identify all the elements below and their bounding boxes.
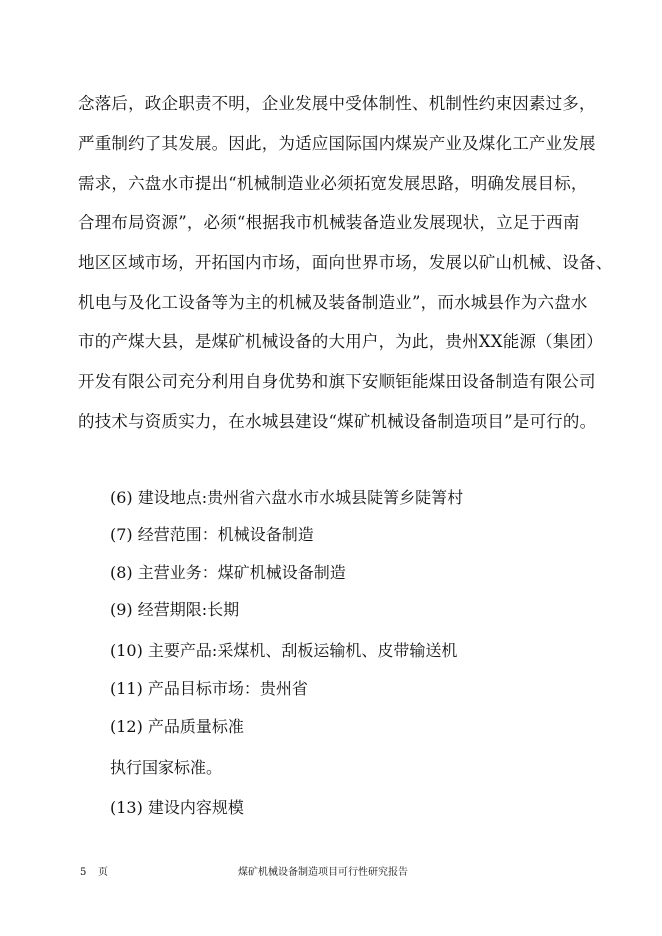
- paragraph-line: 严重制约了其发展。因此，为适应国际国内煤炭产业及煤化工产业发展: [78, 134, 596, 153]
- list-item: (10) 主要产品:采煤机、刮板运输机、皮带输送机: [110, 641, 458, 660]
- list-item: (7) 经营范围：机械设备制造: [110, 525, 314, 544]
- paragraph-line: 需求，六盘水市提出“机械制造业必须拓宽发展思路，明确发展目标，: [78, 174, 588, 193]
- paragraph-line: 念落后，政企职责不明，企业发展中受体制性、机制性约束因素过多，: [78, 94, 596, 113]
- paragraph-line: 市的产煤大县，是煤矿机械设备的大用户，为此，贵州XX能源（集团）: [78, 332, 603, 351]
- paragraph-line: 开发有限公司充分利用自身优势和旗下安顺钜能煤田设备制造有限公司: [78, 372, 596, 391]
- list-item: (9) 经营期限:长期: [110, 600, 240, 619]
- footer-document-title: 煤矿机械设备制造项目可行性研究报告: [238, 867, 408, 878]
- page-number: 5: [80, 867, 87, 878]
- paragraph-line: 机电与及化工设备等为主的机械及装备制造业”，而水城县作为六盘水: [78, 293, 588, 312]
- list-item: (11) 产品目标市场：贵州省: [110, 679, 308, 698]
- list-item: (13) 建设内容规模: [110, 798, 244, 817]
- list-item: (12) 产品质量标准: [110, 717, 244, 736]
- list-item: (8) 主营业务：煤矿机械设备制造: [110, 563, 346, 582]
- list-item: (6) 建设地点:贵州省六盘水市水城县陡箐乡陡箐村: [110, 488, 464, 507]
- list-item: 执行国家标准。: [110, 758, 223, 777]
- paragraph-line: 合理布局资源”，必须“根据我市机械装备造业发展现状，立足于西南: [78, 213, 580, 232]
- paragraph-line: 的技术与资质实力，在水城县建设“煤矿机械设备制造项目”是可行的。: [78, 412, 597, 431]
- page-unit-label: 页: [98, 867, 108, 878]
- paragraph-line: 地区区域市场，开拓国内市场，面向世界市场，发展以矿山机械、设备、: [78, 253, 613, 272]
